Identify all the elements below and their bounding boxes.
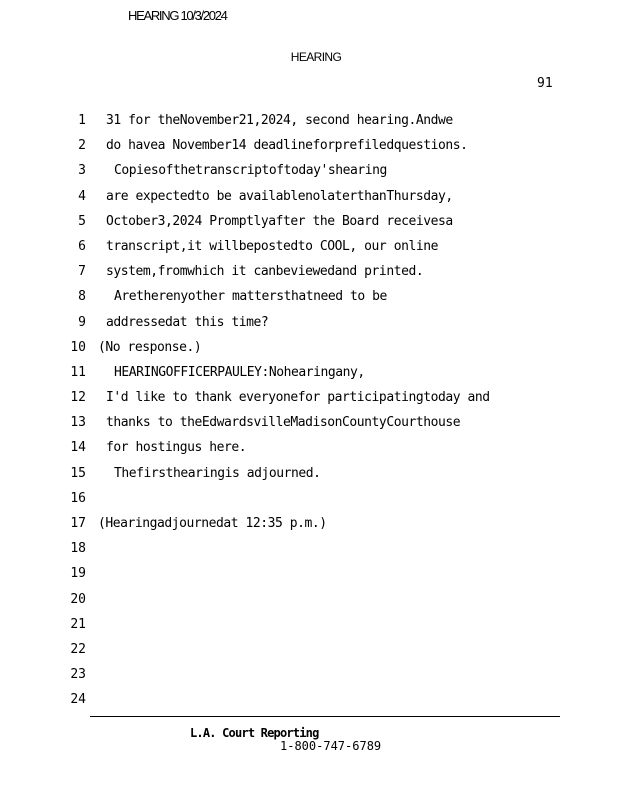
- line-number: 3: [78, 163, 86, 179]
- line-text: do havea November14 deadlineforprefiledquestions.: [106, 138, 468, 154]
- line-number: 4: [78, 188, 86, 204]
- line-text: system,fromwhich it canbeviewedand printed.: [106, 264, 424, 280]
- transcript-line: [0, 691, 618, 716]
- line-number: 14: [70, 440, 86, 456]
- line-text: Aretherenyother mattersthatneed to be: [114, 289, 387, 305]
- line-number: 13: [70, 415, 86, 431]
- line-number: 21: [70, 616, 86, 632]
- line-number: 2: [78, 138, 86, 154]
- transcript-line: [0, 616, 618, 641]
- line-number: 24: [70, 692, 86, 708]
- transcript-line: [0, 666, 618, 691]
- line-text: for hostingus here.: [106, 440, 247, 456]
- page-heading: HEARING: [290, 50, 342, 64]
- line-number: 23: [70, 667, 86, 683]
- line-number: 1: [78, 113, 86, 128]
- footer-company: L.A. Court Reporting: [190, 726, 319, 740]
- line-text: transcript,it willbepostedto COOL, our online: [106, 238, 438, 254]
- header-stamp: HEARING 10/3/2024: [128, 8, 227, 23]
- line-text: I'd like to thank everyonefor participatingtoday and: [106, 390, 490, 406]
- line-number: 17: [70, 516, 86, 531]
- line-text: (Hearingadjournedat 12:35 p.m.): [98, 516, 327, 531]
- line-text: October3,2024 Promptlyafter the Board receivesa: [106, 213, 453, 229]
- footer-phone: 1-800-747-6789: [280, 739, 382, 753]
- page-number: 91: [537, 76, 553, 91]
- line-number: 15: [70, 465, 86, 481]
- transcript-line: [0, 515, 618, 540]
- line-text: Copiesofthetranscriptoftoday'shearing: [114, 163, 387, 179]
- transcript-line: [0, 339, 618, 364]
- transcript-line: [0, 414, 618, 439]
- transcript-line: [0, 540, 618, 565]
- transcript-line: [0, 439, 618, 464]
- line-text: HEARINGOFFICERPAULEY:Nohearingany,: [114, 364, 365, 380]
- transcript-line: [0, 314, 618, 339]
- transcript-line: [0, 162, 618, 187]
- line-number: 8: [78, 289, 86, 305]
- transcript-line: [0, 288, 618, 313]
- transcript-line: [0, 364, 618, 389]
- transcript-line: [0, 238, 618, 263]
- line-text: (No response.): [98, 339, 202, 355]
- transcript-line: [0, 641, 618, 666]
- transcript-line: [0, 188, 618, 213]
- line-number: 19: [70, 566, 86, 582]
- transcript-line: [0, 591, 618, 616]
- transcript-line: [0, 112, 618, 137]
- transcript-line: [0, 465, 618, 490]
- line-text: addressedat this time?: [106, 314, 269, 330]
- line-number: 7: [78, 264, 86, 280]
- line-number: 10: [70, 339, 86, 355]
- line-number: 9: [78, 314, 86, 330]
- transcript-line: [0, 565, 618, 590]
- line-text: thanks to theEdwardsvilleMadisonCountyCourthouse: [106, 415, 461, 431]
- line-number: 11: [70, 364, 86, 380]
- line-number: 18: [70, 541, 86, 557]
- transcript-line: [0, 389, 618, 414]
- transcript-line: [0, 137, 618, 162]
- line-number: 16: [70, 490, 86, 506]
- line-text: 31 for theNovember21,2024, second hearing.Andwe: [106, 113, 453, 128]
- line-number: 20: [70, 591, 86, 607]
- transcript-body: [0, 112, 618, 717]
- transcript-line: [0, 213, 618, 238]
- line-text: are expectedto be availablenolaterthanThursday,: [106, 188, 453, 204]
- transcript-line: [0, 263, 618, 288]
- line-text: Thefirsthearingis adjourned.: [114, 465, 321, 481]
- line-number: 5: [78, 213, 86, 229]
- line-number: 12: [70, 390, 86, 406]
- footer-divider: [90, 716, 560, 717]
- line-number: 22: [70, 641, 86, 657]
- line-number: 6: [78, 238, 86, 254]
- transcript-line: [0, 490, 618, 515]
